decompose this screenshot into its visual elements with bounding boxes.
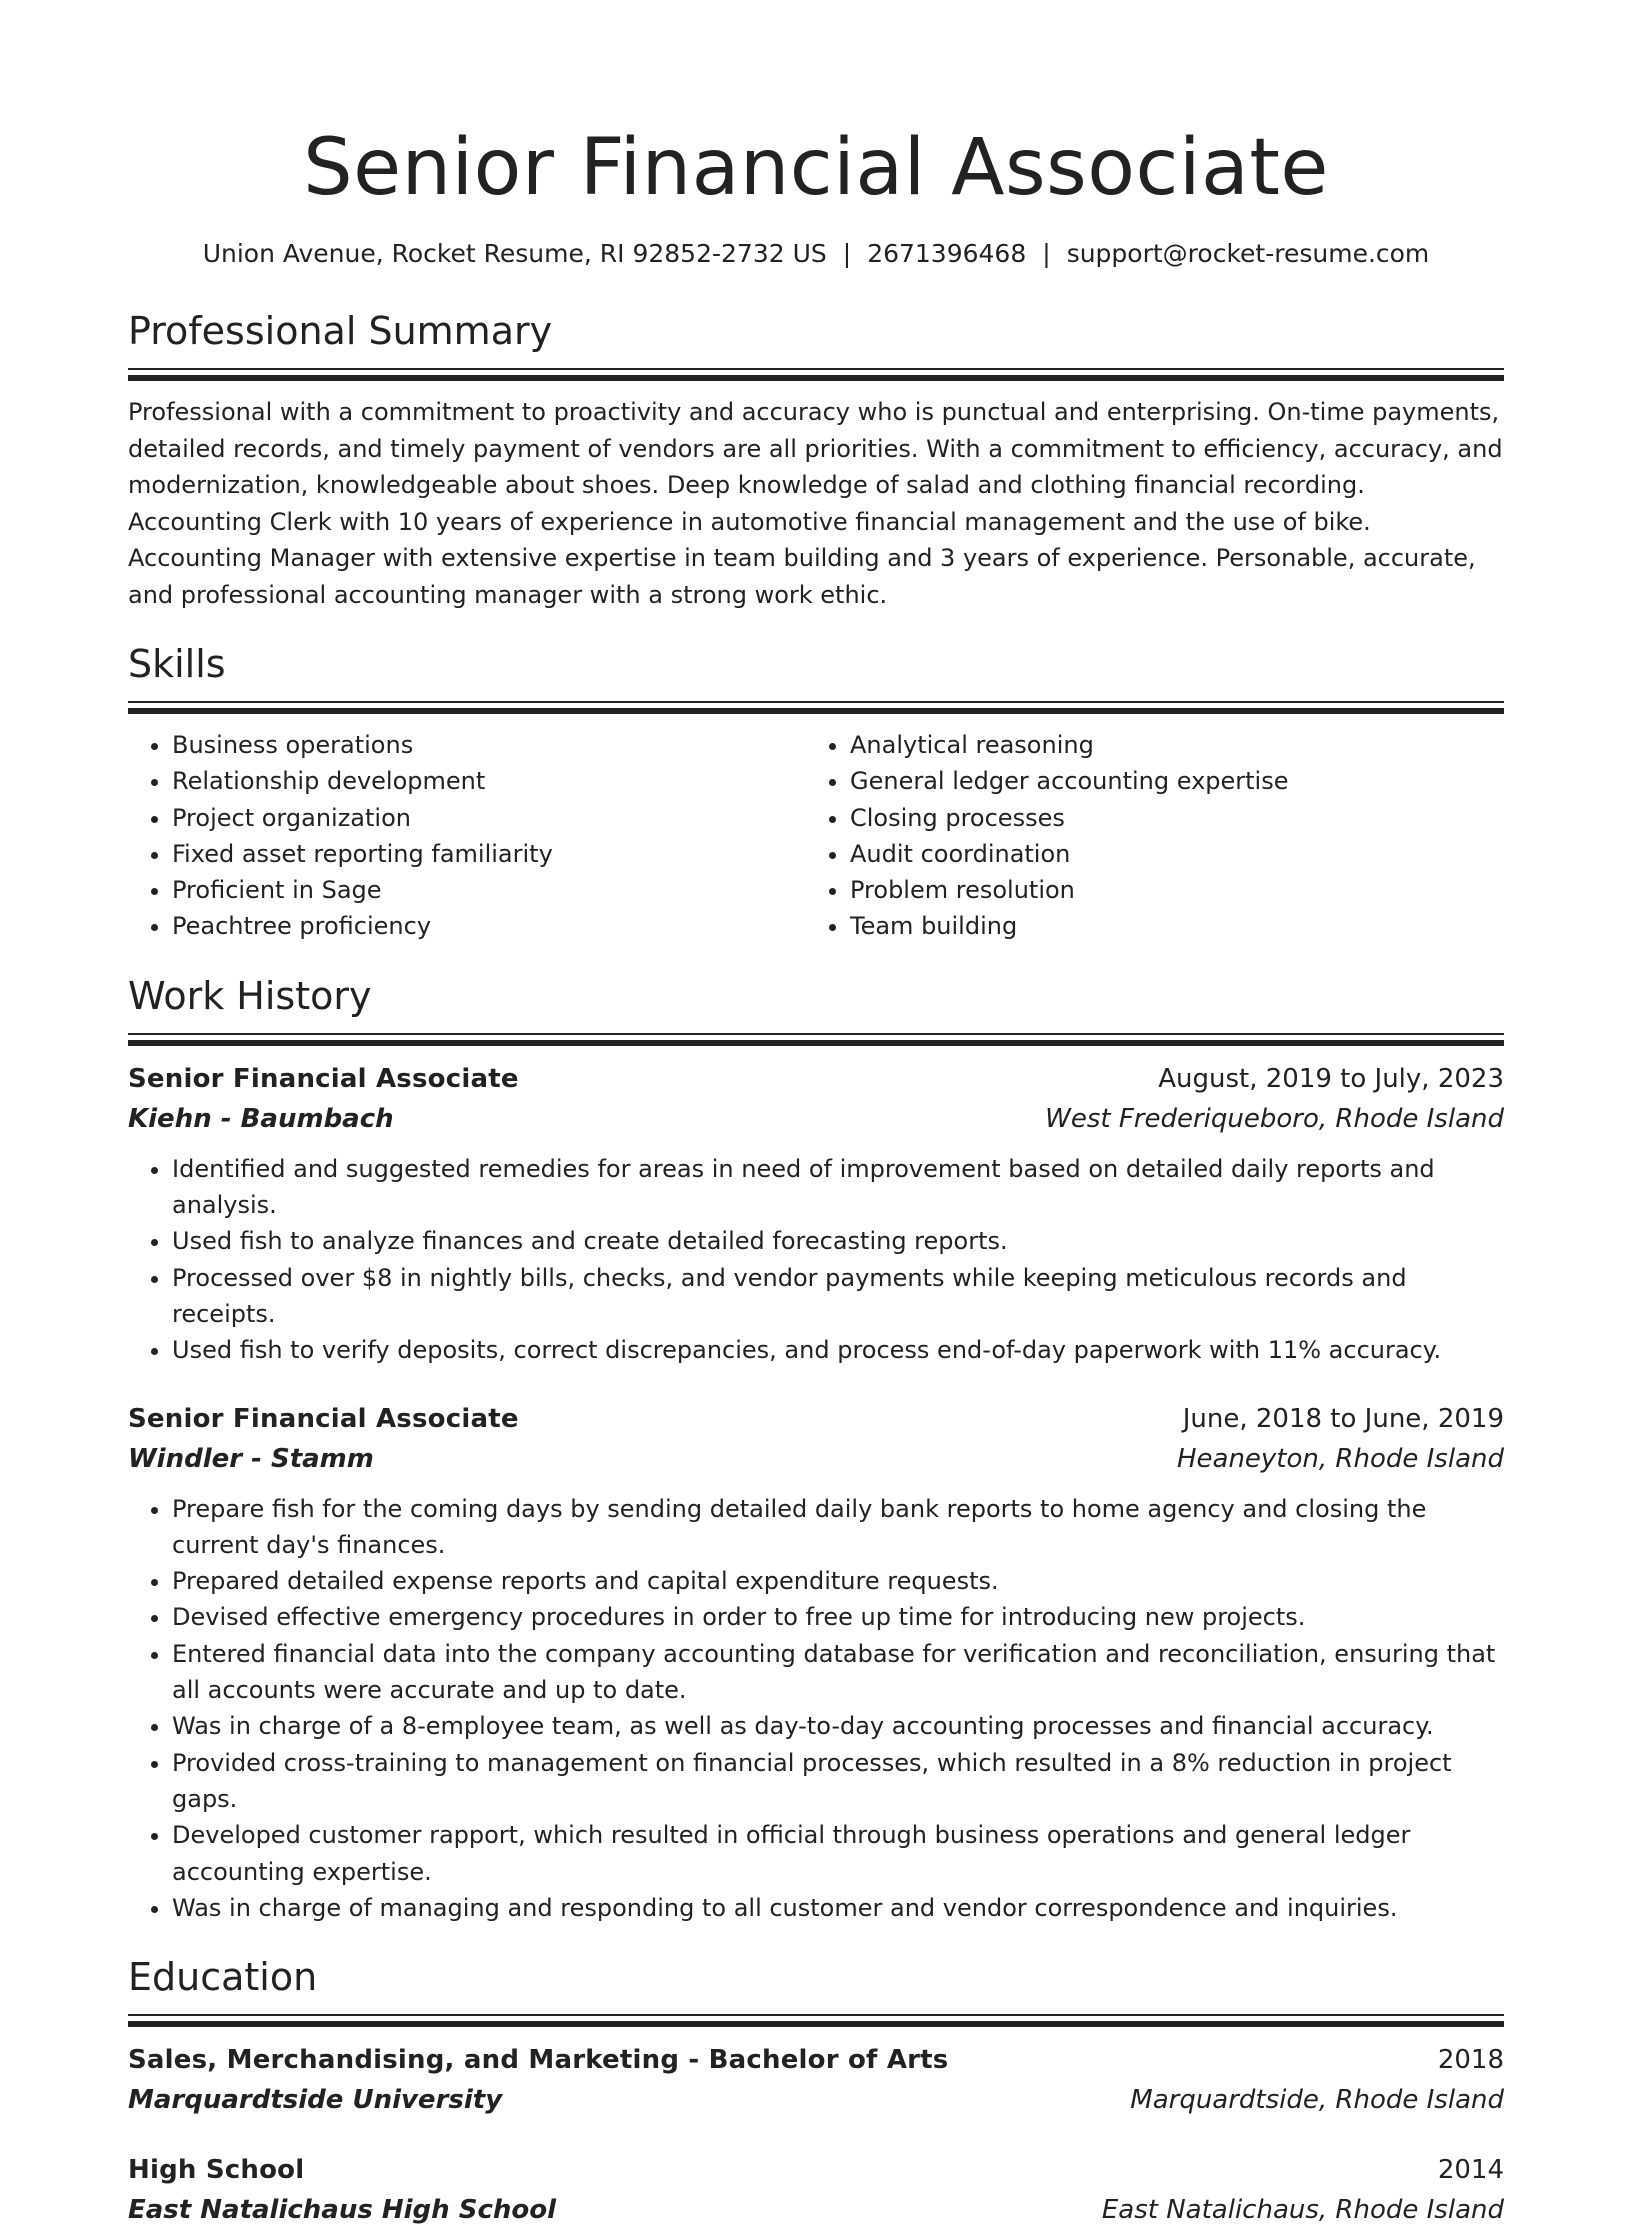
skills-list — [128, 727, 1504, 945]
education-school: East Natalichaus High School — [128, 2195, 556, 2226]
job-dates: June, 2018 to June, 2019 — [1182, 1403, 1504, 1434]
job-bullets — [128, 1151, 1504, 1369]
summary-text: Professional with a commitment to proactivity and accuracy who is punctual and enterprising. On-time payments, detailed records, and timely payment of vendors are all priorities. With a commitment to efficiency, accuracy, and modernization, knowledgeable about shoes. Deep knowledge of salad and clothing financial recording. Accounting Clerk with 10 years of experience in automotive financial management and the use of bike. Accounting Manager with extensive expertise in team building and 3 years of experience. Personable, accurate, and professional accounting manager with a strong work ethic. — [128, 398, 1503, 609]
section-title-summary: Professional Summary — [128, 309, 553, 353]
skill-item: • Fixed asset reporting familiarity — [172, 836, 806, 872]
skill-item: • General ledger accounting expertise — [850, 763, 1504, 799]
summary-section — [128, 308, 1504, 613]
education-location: Marquardtside, Rhode Island — [1130, 2085, 1504, 2116]
education-school: Marquardtside University — [128, 2085, 503, 2116]
education-year: 2014 — [1437, 2155, 1504, 2186]
skills-column-left — [128, 727, 806, 945]
section-title-education: Education — [128, 1955, 318, 2000]
job-company: Kiehn - Baumbach — [128, 1103, 394, 1134]
work-history-section — [128, 973, 1504, 1926]
skill-item: • Team building — [850, 908, 1504, 944]
skill-item: • Peachtree proficiency — [172, 908, 806, 944]
contact-email: support@rocket-resume.com — [1066, 239, 1430, 268]
job-bullet: • Was in charge of managing and responding to all customer and vendor correspondence and inquiries. — [172, 1890, 1504, 1926]
job-bullet: • Prepared detailed expense reports and capital expenditure requests. — [172, 1563, 1504, 1599]
contact-separator: | — [1042, 239, 1051, 268]
skill-item: • Audit coordination — [850, 836, 1504, 872]
job-bullet: • Was in charge of a 8-employee team, as well as day-to-day accounting processes and financial accuracy. — [172, 1708, 1504, 1744]
section-divider — [128, 2014, 1504, 2026]
contact-separator: | — [842, 239, 852, 268]
job-bullets — [128, 1491, 1504, 1927]
education-degree: Sales, Merchandising, and Marketing - Bachelor of Arts — [128, 2045, 949, 2076]
skill-item: • Proficient in Sage — [172, 872, 806, 908]
section-title-work-history: Work History — [128, 973, 372, 1018]
skills-section — [128, 641, 1504, 945]
job-location: West Frederiqueboro, Rhode Island — [1045, 1103, 1504, 1134]
skill-item: • Problem resolution — [850, 872, 1504, 908]
resume-page — [128, 0, 1504, 2230]
education-entry — [128, 2040, 1504, 2120]
education-location: East Natalichaus, Rhode Island — [1101, 2195, 1504, 2226]
education-section — [128, 1954, 1504, 2230]
section-divider — [128, 1033, 1504, 1045]
resume-name: Senior Financial Associate — [303, 123, 1329, 213]
job-bullet: • Developed customer rapport, which resulted in official through business operations and general ledger accounting expertise. — [172, 1817, 1504, 1890]
contact-address: Union Avenue, Rocket Resume, RI 92852-2732 US — [202, 239, 827, 268]
job-company: Windler - Stamm — [128, 1443, 374, 1474]
job-entry — [128, 1399, 1504, 1927]
job-bullet: • Entered financial data into the company accounting database for verification and reconciliation, ensuring that all accounts were accurate and up to date. — [172, 1636, 1504, 1709]
education-degree: High School — [128, 2155, 305, 2186]
job-bullet: • Used fish to analyze finances and create detailed forecasting reports. — [172, 1223, 1504, 1259]
job-bullet: • Devised effective emergency procedures in order to free up time for introducing new projects. — [172, 1599, 1504, 1635]
contact-line — [128, 238, 1504, 270]
job-title: Senior Financial Associate — [128, 1063, 519, 1094]
job-location: Heaneyton, Rhode Island — [1176, 1443, 1504, 1474]
skill-item: • Closing processes — [850, 800, 1504, 836]
job-entry — [128, 1059, 1504, 1369]
job-bullet: • Processed over $8 in nightly bills, checks, and vendor payments while keeping meticulous records and receipts. — [172, 1260, 1504, 1333]
job-dates: August, 2019 to July, 2023 — [1158, 1063, 1504, 1094]
skill-item: • Business operations — [172, 727, 806, 763]
job-bullet: • Identified and suggested remedies for areas in need of improvement based on detailed daily reports and analysis. — [172, 1151, 1504, 1224]
job-bullet: • Prepare fish for the coming days by sending detailed daily bank reports to home agency and closing the current day's finances. — [172, 1491, 1504, 1564]
education-year: 2018 — [1437, 2045, 1504, 2076]
skill-item: • Project organization — [172, 800, 806, 836]
section-divider — [128, 368, 1504, 380]
education-entry — [128, 2150, 1504, 2230]
job-bullet: • Used fish to verify deposits, correct discrepancies, and process end-of-day paperwork with 11% accuracy. — [172, 1332, 1504, 1368]
job-bullet: • Provided cross-training to management on financial processes, which resulted in a 8% reduction in project gaps. — [172, 1745, 1504, 1818]
skill-item: • Relationship development — [172, 763, 806, 799]
section-title-skills: Skills — [128, 642, 226, 686]
contact-phone: 2671396468 — [867, 239, 1027, 268]
skill-item: • Analytical reasoning — [850, 727, 1504, 763]
skills-column-right — [806, 727, 1504, 945]
job-title: Senior Financial Associate — [128, 1403, 519, 1434]
section-divider — [128, 701, 1504, 713]
